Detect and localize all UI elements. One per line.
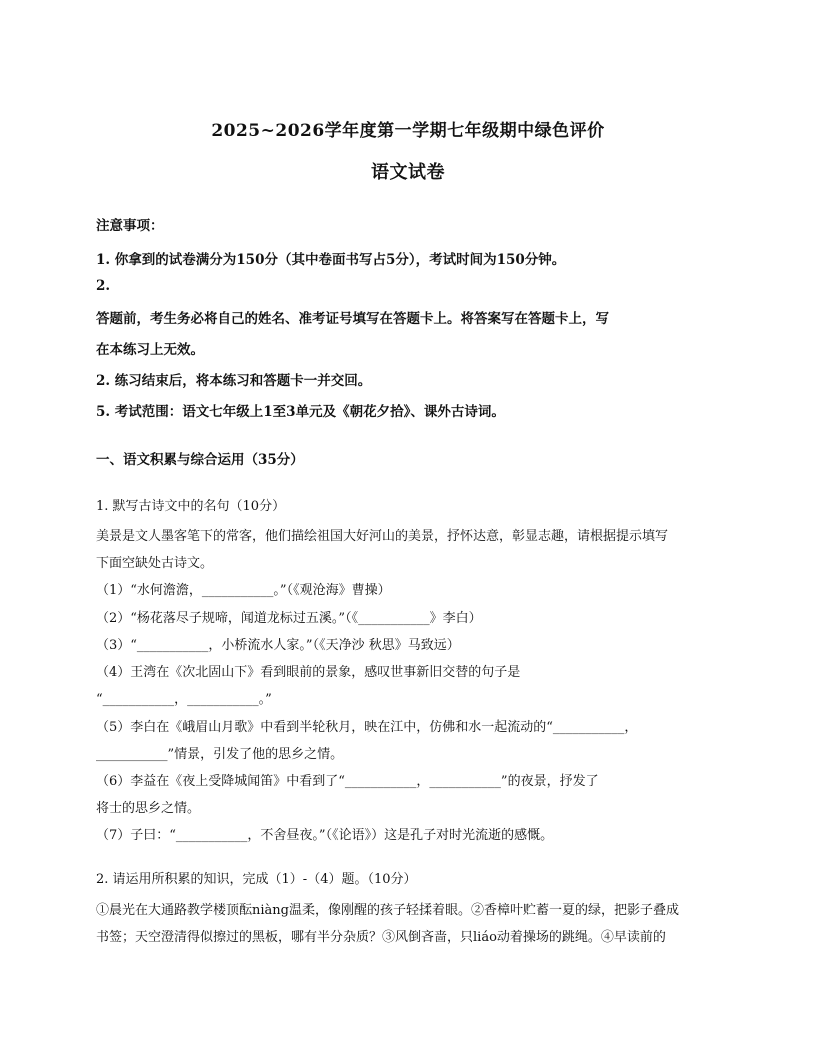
question-1-item: 将士的思乡之情。 <box>96 801 201 816</box>
question-1-item: （5）李白在《峨眉山月歌》中看到半轮秋月，映在江中，仿佛和水一起流动的“___________， <box>96 720 638 735</box>
note-line: 2. 练习结束后，将本练习和答题卡一并交回。 <box>96 373 372 389</box>
exam-subtitle: 语文试卷 <box>371 162 445 183</box>
note-line: 答题前，考生务必将自己的姓名、准考证号填写在答题卡上。将答案写在答题卡上，写 <box>96 311 609 327</box>
question-1-item: （6）李益在《夜上受降城闻笛》中看到了“___________，___________”的夜景，抒发了 <box>96 774 599 789</box>
notes-heading: 注意事项： <box>96 218 164 234</box>
section-heading: 一、语文积累与综合运用（35分） <box>96 452 304 468</box>
question-2-heading: 2. 请运用所积累的知识，完成（1）-（4）题。（10分） <box>96 872 417 887</box>
question-1-item: （7）子曰：“___________，不舍昼夜。”（《论语》）这是孔子对时光流逝的感慨。 <box>96 828 554 843</box>
note-line: 2. <box>96 278 111 294</box>
note-line: 在本练习上无效。 <box>96 342 204 358</box>
question-1-heading: 1. 默写古诗文中的名句（10分） <box>96 499 286 514</box>
question-1-item: （1）“水何澹澹，___________。”（《观沧海》曹操） <box>96 583 391 598</box>
question-1-item: ___________”情景，引发了他的思乡之情。 <box>96 747 344 762</box>
question-1-item: （4）王湾在《次北固山下》看到眼前的景象，感叹世事新旧交替的句子是 <box>96 665 521 680</box>
question-1-item: “___________，___________。” <box>96 692 272 707</box>
question-2-text: 书签；天空澄清得似擦过的黑板，哪有半分杂质？③风倒吝啬，只liáo动着操场的跳绳。④早读前的 <box>96 930 666 945</box>
question-2-text: ①晨光在大通路教学楼顶酝niàng温柔，像刚醒的孩子轻揉着眼。②香樟叶贮蓄一夏的绿，把影子叠成 <box>96 903 679 918</box>
question-1-intro: 美景是文人墨客笔下的常客，他们描绘祖国大好河山的美景，抒怀达意，彰显志趣，请根据提示填写 <box>96 529 669 544</box>
question-1-item: （3）“___________，小桥流水人家。”（《天净沙 秋思》马致远） <box>96 638 460 653</box>
note-line: 5. 考试范围：语文七年级上1至3单元及《朝花夕拾》、课外古诗词。 <box>96 404 505 420</box>
exam-title: 2025~2026学年度第一学期七年级期中绿色评价 <box>211 121 605 141</box>
question-1-item: （2）“杨花落尽子规啼，闻道龙标过五溪。”（《___________》李白） <box>96 611 482 626</box>
note-line: 1. 你拿到的试卷满分为150分（其中卷面书写占5分），考试时间为150分钟。 <box>96 252 566 268</box>
question-1-intro: 下面空缺处古诗文。 <box>96 556 214 571</box>
